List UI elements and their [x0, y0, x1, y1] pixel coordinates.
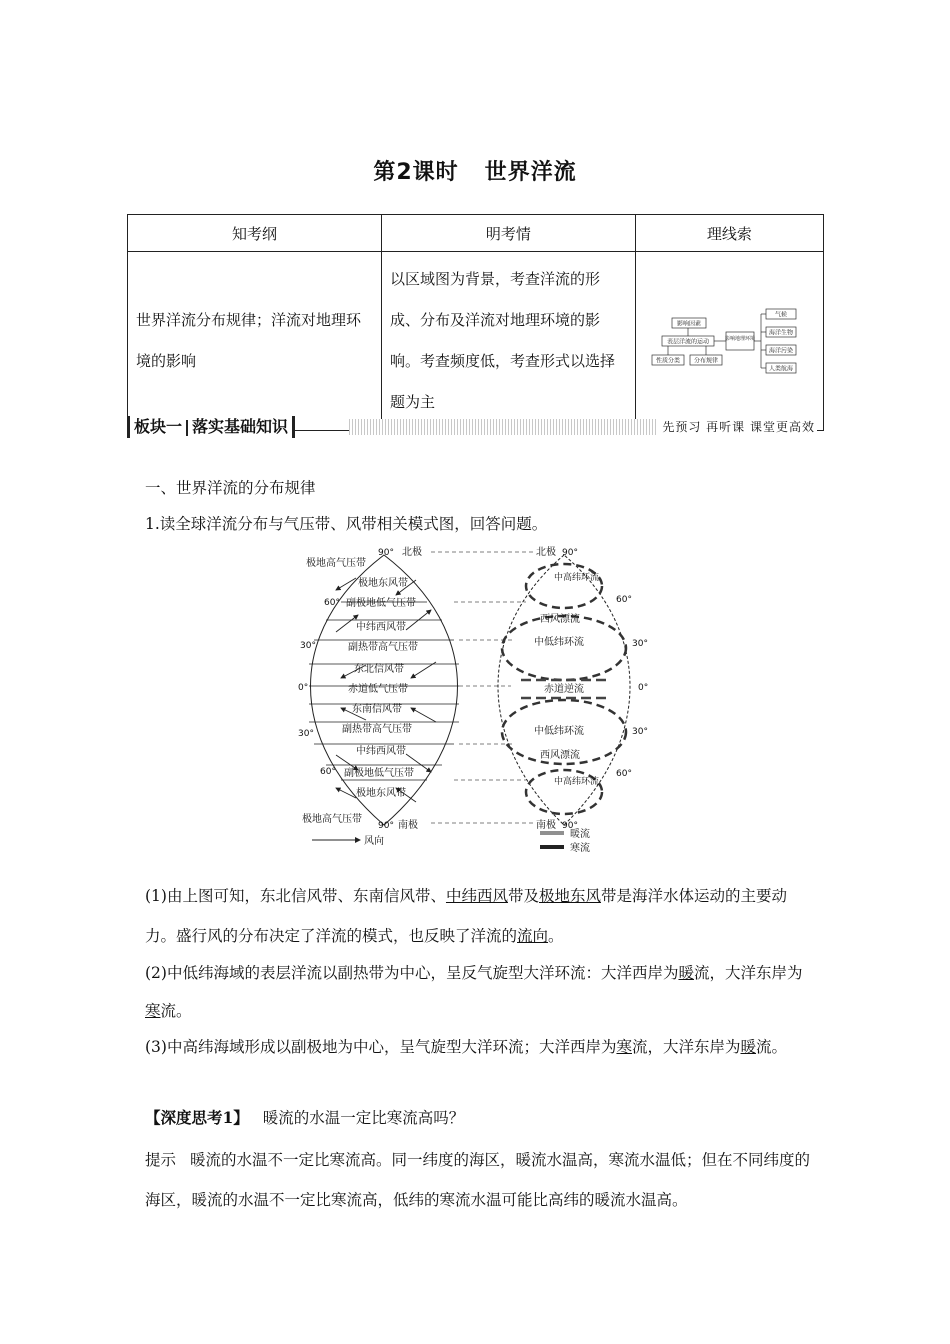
header-clue: 理线索	[635, 215, 823, 252]
label-polar-high-s: 极地高气压带	[302, 814, 362, 825]
label-west-wind-drift-s: 西风漂流	[540, 750, 580, 761]
clue-cell	[635, 252, 823, 431]
label-polar-high-n: 极地高气压带	[306, 558, 366, 569]
label-westerly-n: 中纬西风带	[356, 622, 406, 633]
label-westerly-s: 中纬西风带	[356, 746, 406, 757]
heading-1: 一、世界洋流的分布规律	[145, 479, 316, 497]
lat-60s-right: 60°	[616, 769, 632, 779]
clue-motion: 表层洋流的运动	[666, 338, 709, 346]
label-polar-east-s: 极地东风带	[356, 788, 406, 799]
section-bar	[127, 416, 817, 438]
clue-effect-navigation: 人类航海	[768, 365, 793, 373]
label-subtrop-high-n: 副热带高气压带	[348, 642, 418, 653]
clue-nature: 性质分类	[655, 357, 680, 365]
label-west-wind-drift-n: 西风漂流	[540, 614, 580, 625]
section-bar-label: 板块一 落实基础知识	[127, 416, 295, 438]
label-subpolar-low-n: 副极地低气压带	[346, 598, 416, 609]
clue-law: 分布规律	[693, 357, 718, 365]
label-north-pole-right: 北极	[536, 547, 556, 558]
clue-impact: 影响地理环境	[724, 336, 755, 342]
syllabus-cell: 世界洋流分布规律；洋流对地理环境的影响	[128, 252, 382, 431]
label-high-lat-gyre-n: 中高纬环流	[554, 573, 600, 583]
answer-1: (1)由上图可知，东北信风带、东南信风带、中纬西风带及极地东风带是海洋水体运动的主要动力。盛行风的分布决定了洋流的模式，也反映了洋流的流向。	[145, 887, 788, 945]
label-high-lat-gyre-s: 中高纬环流	[554, 777, 600, 787]
think-hint: 提示 暖流的水温不一定比寒流高。同一纬度的海区，暖流水温高，寒流水温低；但在不同纬度的海区，暖流的水温不一定比寒流高，低纬的寒流水温可能比高纬的暖流水温高。	[145, 1151, 811, 1209]
exam-cell: 以区域图为背景，考查洋流的形成、分布及洋流对地理环境的影响。考查频度低，考查形式以选择题为主	[381, 252, 635, 431]
answer-2: (2)中低纬海域的表层洋流以副热带为中心，呈反气旋型大洋环流：大洋西岸为暖流，大洋东岸为寒流。	[145, 964, 803, 1020]
clue-factors: 影响因素	[676, 320, 701, 328]
clue-effect-pollution: 海洋污染	[768, 347, 793, 355]
label-north-pole-left: 北极	[402, 547, 422, 558]
clue-effect-climate: 气候	[774, 311, 787, 319]
lat-60s: 60°	[320, 767, 336, 777]
legend-cold: 寒流	[570, 843, 590, 854]
legend-wind: 风向	[364, 836, 384, 847]
lat-90s-right: 90°	[562, 821, 578, 831]
think-question: 【深度思考1】 暖流的水温一定比寒流高吗？	[145, 1108, 465, 1127]
label-equator-low: 赤道低气压带	[348, 684, 408, 695]
lat-30s: 30°	[298, 729, 314, 739]
clue-mindmap	[636, 252, 813, 414]
label-polar-east-n: 极地东风带	[358, 578, 408, 589]
lat-90n: 90°	[378, 548, 394, 558]
label-se-trade: 东南信风带	[352, 704, 402, 715]
outline-table	[127, 214, 824, 431]
page-title	[0, 155, 950, 186]
label-south-pole-left: 南极	[398, 820, 418, 831]
label-ne-trade: 东北信风带	[354, 664, 404, 675]
section-bar-slogan: 先预习 再听课 课堂更高效	[656, 416, 815, 438]
lat-0: 0°	[298, 683, 309, 693]
label-subpolar-low-s: 副极地低气压带	[344, 768, 414, 779]
question-1: 1.读全球洋流分布与气压带、风带相关模式图，回答问题。	[145, 515, 548, 533]
lesson-topic: 世界洋流	[484, 160, 577, 185]
legend-warm: 暖流	[570, 829, 590, 840]
wind-current-diagram	[296, 540, 666, 860]
lat-90s: 90°	[378, 821, 394, 831]
header-syllabus: 知考纲	[128, 215, 382, 252]
label-counter-current: 赤道逆流	[544, 684, 584, 695]
lat-90n-right: 90°	[562, 548, 578, 558]
header-exam: 明考情	[381, 215, 635, 252]
lat-30n-right: 30°	[632, 639, 648, 649]
label-low-lat-gyre-s: 中低纬环流	[534, 726, 584, 737]
answer-3: (3)中高纬海域形成以副极地为中心，呈气旋型大洋环流；大洋西岸为寒流，大洋东岸为暖流。	[145, 1038, 788, 1056]
clue-effect-bio: 海洋生物	[768, 329, 793, 337]
label-subtrop-high-s: 副热带高气压带	[342, 724, 412, 735]
lat-30s-right: 30°	[632, 727, 648, 737]
lat-0-right: 0°	[638, 683, 649, 693]
label-south-pole-right: 南极	[536, 820, 556, 831]
lat-30n: 30°	[300, 641, 316, 651]
lesson-number: 第2课时	[373, 160, 459, 185]
lat-60n: 60°	[324, 598, 340, 608]
lat-60n-right: 60°	[616, 595, 632, 605]
label-low-lat-gyre-n: 中低纬环流	[534, 637, 584, 648]
